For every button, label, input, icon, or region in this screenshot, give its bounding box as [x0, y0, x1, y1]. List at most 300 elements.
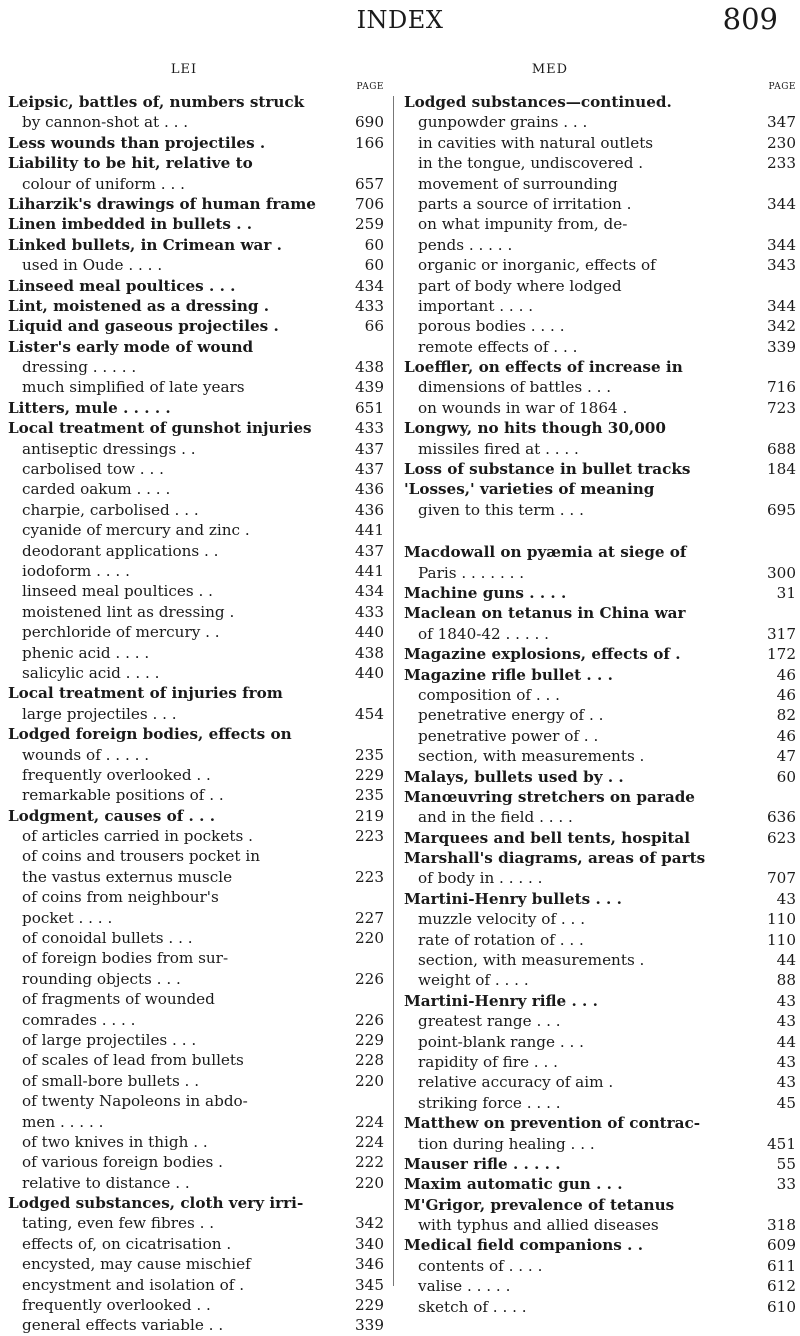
- index-entry: [8, 745, 384, 765]
- index-entry-page: 31: [776, 583, 796, 602]
- index-entry-text: moistened lint as dressing .: [22, 602, 235, 621]
- index-entry: [8, 704, 384, 724]
- index-entry: [8, 826, 384, 846]
- index-entry: [404, 418, 796, 438]
- index-entry-text: encysted, may cause mischief: [22, 1255, 251, 1274]
- index-entry: [404, 1052, 796, 1072]
- right-page-label: PAGE: [768, 82, 796, 92]
- index-entry-page: 437: [355, 460, 384, 479]
- index-entry-page: 46: [776, 665, 796, 684]
- index-entry-page: 612: [767, 1277, 796, 1296]
- index-entry: [404, 909, 796, 929]
- index-entry-page: 224: [355, 1112, 384, 1131]
- index-entry-text: valise . . . . .: [418, 1277, 511, 1296]
- index-entry-page: 43: [776, 1052, 796, 1071]
- index-entry-page: 706: [355, 194, 384, 213]
- index-entry-text: Lodged substances—continued.: [404, 93, 672, 111]
- index-entry-text: deodorant applications . .: [22, 541, 219, 560]
- index-entry: [404, 1032, 796, 1052]
- index-entry-text: Machine guns . . . .: [404, 583, 567, 602]
- index-entry-page: 55: [776, 1154, 796, 1173]
- index-entry-text: on wounds in war of 1864 .: [418, 398, 628, 417]
- index-entry: [8, 337, 384, 357]
- index-entry: [8, 1071, 384, 1091]
- index-entry-page: 46: [776, 726, 796, 745]
- index-entry: [404, 991, 796, 1011]
- index-entry-text: frequently overlooked . .: [22, 765, 211, 784]
- index-entry-page: 227: [355, 908, 384, 927]
- index-entry: [8, 1050, 384, 1070]
- index-entry-text: Lister's early mode of wound: [8, 337, 254, 356]
- index-entry: [8, 398, 384, 418]
- index-entry-text: M'Grigor, prevalence of tetanus: [404, 1195, 675, 1214]
- index-entry-text: Maxim automatic gun . . .: [404, 1175, 623, 1194]
- index-entry: [404, 563, 796, 583]
- index-entry-page: 433: [355, 419, 384, 438]
- index-entry: [8, 1132, 384, 1152]
- index-entry: [8, 1091, 384, 1111]
- index-entry: [404, 767, 796, 787]
- index-entry-page: 317: [767, 624, 796, 643]
- index-entry: [404, 1093, 796, 1113]
- index-entry-text: sketch of . . . .: [418, 1297, 527, 1316]
- index-entry: [8, 1275, 384, 1295]
- index-entry: [8, 867, 384, 887]
- index-entry-text: Matthew on prevention of contrac-: [404, 1114, 701, 1133]
- left-column: [8, 52, 384, 1336]
- left-catchword: LEI: [170, 62, 198, 77]
- index-entry: [404, 1154, 796, 1174]
- index-entry-page: 229: [355, 1296, 384, 1315]
- index-entry-text: of small-bore bullets . .: [22, 1071, 200, 1090]
- index-entry-text: dressing . . . . .: [22, 358, 137, 377]
- index-entry-page: 342: [767, 317, 796, 336]
- index-entry-text: encystment and isolation of .: [22, 1275, 245, 1294]
- index-entry-page: 220: [355, 929, 384, 948]
- index-entry: [404, 1256, 796, 1276]
- column-divider: [393, 96, 394, 1286]
- index-entry-page: 439: [355, 378, 384, 397]
- index-entry: [404, 542, 796, 562]
- index-entry: [8, 194, 384, 214]
- index-entry-text: missiles fired at . . . .: [418, 439, 579, 458]
- index-entry-text: weight of . . . .: [418, 971, 529, 990]
- index-entry-text: on what impunity from, de-: [418, 215, 628, 234]
- index-entry: [8, 602, 384, 622]
- index-entry-page: 43: [776, 889, 796, 908]
- index-entry-page: 436: [355, 500, 384, 519]
- index-entry: [404, 500, 796, 520]
- index-entry: [404, 1276, 796, 1296]
- index-entry-text: Marquees and bell tents, hospital: [404, 828, 690, 847]
- index-entry-page: 716: [767, 378, 796, 397]
- index-entry: [8, 806, 384, 826]
- index-entry-page: 611: [767, 1256, 796, 1275]
- index-entry: [8, 663, 384, 683]
- index-entry-text: Martini-Henry bullets . . .: [404, 889, 622, 908]
- index-entry: [404, 439, 796, 459]
- index-entry-page: 60: [364, 256, 384, 275]
- index-entry-text: relative accuracy of aim .: [418, 1073, 614, 1092]
- index-entry-text: with typhus and allied diseases: [418, 1216, 659, 1235]
- index-entry-text: Linked bullets, in Crimean war .: [8, 235, 282, 254]
- index-entry-text: wounds of . . . . .: [22, 745, 150, 764]
- index-entry: [404, 1174, 796, 1194]
- index-entry-page: 66: [364, 317, 384, 336]
- index-entry-text: organic or inorganic, effects of: [418, 256, 656, 275]
- index-entry-page: 339: [767, 337, 796, 356]
- index-entry-page: 454: [355, 704, 384, 723]
- index-entry-text: Malays, bullets used by . .: [404, 767, 624, 786]
- index-entry-text: colour of uniform . . .: [22, 174, 185, 193]
- index-entry-text: dimensions of battles . . .: [418, 378, 612, 397]
- index-entry: [404, 1195, 796, 1215]
- index-entry-text: greatest range . . .: [418, 1012, 561, 1031]
- right-column-head: [404, 52, 796, 92]
- index-entry: [8, 785, 384, 805]
- index-entry: [404, 685, 796, 705]
- index-entry: [404, 603, 796, 623]
- index-entry-page: 636: [767, 808, 796, 827]
- index-entry-text: of articles carried in pockets .: [22, 827, 253, 846]
- index-entry-text: in cavities with natural outlets: [418, 133, 654, 152]
- index-entry-page: 300: [767, 563, 796, 582]
- index-entry-text: perchloride of mercury . .: [22, 623, 220, 642]
- index-entry-text: by cannon-shot at . . .: [22, 113, 189, 132]
- index-entry-text: effects of, on cicatrisation .: [22, 1234, 232, 1253]
- index-entry: [8, 1030, 384, 1050]
- index-entry-text: section, with measurements .: [418, 951, 645, 970]
- index-entry-text: comrades . . . .: [22, 1010, 136, 1029]
- index-entry-text: iodoform . . . .: [22, 561, 130, 580]
- index-entry: [404, 1113, 796, 1133]
- index-entry: [8, 459, 384, 479]
- index-entry-text: in the tongue, undiscovered .: [418, 154, 644, 173]
- index-entry: [8, 581, 384, 601]
- index-entry-page: 47: [776, 747, 796, 766]
- index-entry-page: 434: [355, 276, 384, 295]
- index-entry-text: of 1840-42 . . . . .: [418, 624, 549, 643]
- index-entry-text: Paris . . . . . . .: [418, 563, 525, 582]
- index-entry-page: 342: [355, 1214, 384, 1233]
- index-entry-page: 437: [355, 541, 384, 560]
- index-entry: [404, 1235, 796, 1255]
- index-entry-text: movement of surrounding: [418, 174, 618, 193]
- page-number: 809: [722, 2, 778, 36]
- index-entry: [404, 787, 796, 807]
- index-entry-page: 344: [767, 235, 796, 254]
- index-entry-page: 707: [767, 869, 796, 888]
- index-entry-text: Liharzik's drawings of human frame: [8, 194, 316, 213]
- index-entry-text: Marshall's diagrams, areas of parts: [404, 849, 706, 868]
- index-entry-text: carbolised tow . . .: [22, 460, 164, 479]
- index-entry: [8, 846, 384, 866]
- index-entry-page: 451: [767, 1134, 796, 1153]
- index-entry: [8, 255, 384, 275]
- index-entry-text: of various foreign bodies .: [22, 1153, 223, 1172]
- index-entry: [404, 746, 796, 766]
- index-entry-text: Lodgment, causes of . . .: [8, 806, 215, 825]
- index-entry: [404, 133, 796, 153]
- index-entry-page: 166: [355, 133, 384, 152]
- index-entry-text: Less wounds than projectiles .: [8, 133, 266, 152]
- index-entry-text: point-blank range . . .: [418, 1032, 584, 1051]
- index-entry-text: Loeffler, on effects of increase in: [404, 358, 683, 377]
- index-entry: [404, 1011, 796, 1031]
- index-entry-page: 229: [355, 1030, 384, 1049]
- index-entry: [8, 683, 384, 703]
- running-head: INDEX: [356, 6, 444, 34]
- index-entry: [404, 337, 796, 357]
- index-entry-text: Lint, moistened as a dressing .: [8, 296, 270, 315]
- left-entries: [8, 92, 384, 1336]
- index-entry: [404, 726, 796, 746]
- index-entry-page: 43: [776, 1073, 796, 1092]
- index-entry-text: Lodged foreign bodies, effects on: [8, 725, 292, 744]
- index-entry: [404, 398, 796, 418]
- index-entry: [8, 887, 384, 907]
- index-entry: [8, 1173, 384, 1193]
- index-entry-page: 437: [355, 439, 384, 458]
- index-entry-text: part of body where lodged: [418, 276, 622, 295]
- index-entry-text: Litters, mule . . . . .: [8, 398, 171, 417]
- index-entry-text: muzzle velocity of . . .: [418, 910, 586, 929]
- right-column: [404, 52, 796, 1317]
- index-entry-text: Mauser rifle . . . . .: [404, 1154, 561, 1173]
- index-entry-page: 344: [767, 194, 796, 213]
- index-entry-page: 172: [767, 645, 796, 664]
- index-entry-text: Magazine rifle bullet . . .: [404, 665, 613, 684]
- left-column-head: [8, 52, 384, 92]
- index-entry: [8, 622, 384, 642]
- index-entry-page: 235: [355, 745, 384, 764]
- index-entry: [404, 255, 796, 275]
- index-entry-text: penetrative energy of . .: [418, 706, 604, 725]
- index-entry-page: 651: [355, 398, 384, 417]
- index-entry-text: men . . . . .: [22, 1112, 104, 1131]
- index-entry: [404, 1215, 796, 1235]
- index-entry-text: of coins from neighbour's: [22, 888, 219, 907]
- index-entry-text: antiseptic dressings . .: [22, 439, 196, 458]
- index-entry-page: 339: [355, 1316, 384, 1335]
- index-entry-page: 433: [355, 296, 384, 315]
- index-entry: [8, 153, 384, 173]
- index-entry-text: Martini-Henry rifle . . .: [404, 991, 598, 1010]
- index-entry: [8, 92, 384, 112]
- index-entry-text: Liability to be hit, relative to: [8, 154, 253, 173]
- index-entry-page: 33: [776, 1175, 796, 1194]
- index-entry: [404, 276, 796, 296]
- index-entry: [404, 583, 796, 603]
- index-entry-text: rounding objects . . .: [22, 969, 181, 988]
- index-entry-page: 347: [767, 113, 796, 132]
- index-entry-text: Lodged substances, cloth very irri-: [8, 1194, 304, 1213]
- index-entry: [8, 541, 384, 561]
- index-entry: [404, 1297, 796, 1317]
- index-entry: [404, 316, 796, 336]
- index-entry-text: 'Losses,' varieties of meaning: [404, 480, 655, 499]
- index-entry: [8, 969, 384, 989]
- index-entry: [8, 561, 384, 581]
- index-entry-page: 220: [355, 1071, 384, 1090]
- left-page-label: PAGE: [356, 82, 384, 92]
- index-entry: [404, 479, 796, 499]
- index-entry-page: 223: [355, 867, 384, 886]
- index-entry-text: Liquid and gaseous projectiles .: [8, 317, 279, 336]
- index-entry: [404, 235, 796, 255]
- index-entry: [8, 418, 384, 438]
- index-entry-page: 233: [767, 154, 796, 173]
- index-entry: [8, 1213, 384, 1233]
- index-entry: [404, 377, 796, 397]
- index-entry-text: the vastus externus muscle: [22, 867, 233, 886]
- index-entry-text: remote effects of . . .: [418, 337, 578, 356]
- index-entry: [8, 439, 384, 459]
- index-entry-text: Longwy, no hits though 30,000: [404, 419, 666, 438]
- index-entry-page: 223: [355, 827, 384, 846]
- index-entry-page: 226: [355, 969, 384, 988]
- index-entry-text: linseed meal poultices . .: [22, 582, 214, 601]
- index-entry: [404, 705, 796, 725]
- index-entry-text: rate of rotation of . . .: [418, 930, 584, 949]
- index-entry-text: Local treatment of injuries from: [8, 684, 283, 703]
- index-entry: [404, 889, 796, 909]
- index-entry: [404, 296, 796, 316]
- index-entry-text: Magazine explosions, effects of .: [404, 645, 681, 664]
- index-entry-page: 43: [776, 991, 796, 1010]
- index-entry-page: 44: [776, 951, 796, 970]
- index-entry: [404, 194, 796, 214]
- index-entry: [404, 665, 796, 685]
- index-entry-text: of two knives in thigh . .: [22, 1132, 208, 1151]
- index-entry: [8, 377, 384, 397]
- index-entry-text: Linen imbedded in bullets . .: [8, 215, 253, 234]
- index-entry-page: 340: [355, 1234, 384, 1253]
- index-entry-page: 345: [355, 1275, 384, 1294]
- index-entry-page: 43: [776, 1012, 796, 1031]
- index-entry-page: 441: [355, 561, 384, 580]
- right-catchword: MED: [531, 62, 569, 77]
- index-entry-page: 88: [776, 971, 796, 990]
- index-entry-text: charpie, carbolised . . .: [22, 500, 199, 519]
- index-entry: [8, 724, 384, 744]
- index-entry-text: rapidity of fire . . .: [418, 1052, 558, 1071]
- index-entry-page: 318: [767, 1216, 796, 1235]
- index-entry-text: of body in . . . . .: [418, 869, 543, 888]
- index-entry-text: carded oakum . . . .: [22, 480, 171, 499]
- index-entry-text: section, with measurements .: [418, 747, 645, 766]
- index-entry-text: of twenty Napoleons in abdo-: [22, 1092, 248, 1111]
- index-entry-page: 610: [767, 1297, 796, 1316]
- index-entry-text: striking force . . . .: [418, 1093, 561, 1112]
- index-entry: [8, 479, 384, 499]
- index-entry-page: 440: [355, 663, 384, 682]
- index-entry-page: 220: [355, 1173, 384, 1192]
- index-entry-text: Macdowall on pyæmia at siege of: [404, 543, 687, 562]
- index-entry: [404, 644, 796, 664]
- index-entry-text: penetrative power of . .: [418, 726, 599, 745]
- index-entry-page: 433: [355, 602, 384, 621]
- index-entry-page: 226: [355, 1010, 384, 1029]
- index-entry: [8, 500, 384, 520]
- index-entry: [404, 868, 796, 888]
- index-entry-page: 222: [355, 1153, 384, 1172]
- index-entry-text: of foreign bodies from sur-: [22, 949, 229, 968]
- index-entry: [404, 459, 796, 479]
- index-entry: [8, 1193, 384, 1213]
- index-entry: [8, 357, 384, 377]
- index-entry-text: given to this term . . .: [418, 500, 584, 519]
- index-entry-text: Local treatment of gunshot injuries: [8, 419, 312, 438]
- index-entry-text: used in Oude . . . .: [22, 256, 163, 275]
- index-entry: [8, 1315, 384, 1335]
- index-entry: [404, 1072, 796, 1092]
- index-entry-text: cyanide of mercury and zinc .: [22, 521, 250, 540]
- index-entry-page: 45: [776, 1093, 796, 1112]
- index-entry-page: 343: [767, 256, 796, 275]
- index-entry: [404, 807, 796, 827]
- index-entry: [8, 1112, 384, 1132]
- index-entry-text: parts a source of irritation .: [418, 194, 632, 213]
- index-entry: [8, 765, 384, 785]
- index-entry: [404, 174, 796, 194]
- index-entry-page: 688: [767, 439, 796, 458]
- index-entry-text: Medical field companions . .: [404, 1236, 643, 1255]
- index-entry: [8, 1295, 384, 1315]
- index-entry-text: general effects variable . .: [22, 1316, 224, 1335]
- index-entry: [404, 848, 796, 868]
- right-entries: [404, 92, 796, 1317]
- index-entry-page: 230: [767, 133, 796, 152]
- index-entry: [404, 930, 796, 950]
- index-entry: [8, 235, 384, 255]
- index-entry-text: tion during healing . . .: [418, 1134, 595, 1153]
- index-entry: [8, 112, 384, 132]
- index-entry: [8, 948, 384, 968]
- index-entry-text: Manœuvring stretchers on parade: [404, 787, 695, 806]
- index-entry-text: salicylic acid . . . .: [22, 663, 160, 682]
- index-entry-page: 436: [355, 480, 384, 499]
- index-entry-page: 695: [767, 500, 796, 519]
- index-entry-page: 441: [355, 521, 384, 540]
- index-entry: [8, 1254, 384, 1274]
- index-entry: [8, 989, 384, 1009]
- index-gap: [404, 520, 796, 542]
- index-entry: [8, 276, 384, 296]
- index-entry: [404, 950, 796, 970]
- index-entry-text: contents of . . . .: [418, 1256, 543, 1275]
- index-entry-text: gunpowder grains . . .: [418, 113, 588, 132]
- index-entry-page: 259: [355, 215, 384, 234]
- index-entry: [404, 92, 796, 112]
- index-entry-page: 229: [355, 765, 384, 784]
- index-entry: [8, 214, 384, 234]
- index-entry-text: Loss of substance in bullet tracks: [404, 460, 691, 479]
- index-entry: [8, 908, 384, 928]
- index-entry-text: relative to distance . .: [22, 1173, 190, 1192]
- index-entry-text: much simplified of late years: [22, 378, 245, 397]
- index-entry: [8, 643, 384, 663]
- index-entry-text: of conoidal bullets . . .: [22, 929, 193, 948]
- index-entry-text: Linseed meal poultices . . .: [8, 276, 236, 295]
- index-entry: [8, 174, 384, 194]
- index-entry-text: and in the field . . . .: [418, 808, 573, 827]
- index-entry-page: 690: [355, 113, 384, 132]
- index-entry-text: Maclean on tetanus in China war: [404, 604, 686, 623]
- index-entry-page: 657: [355, 174, 384, 193]
- index-entry-text: remarkable positions of . .: [22, 786, 224, 805]
- index-entry: [404, 1134, 796, 1154]
